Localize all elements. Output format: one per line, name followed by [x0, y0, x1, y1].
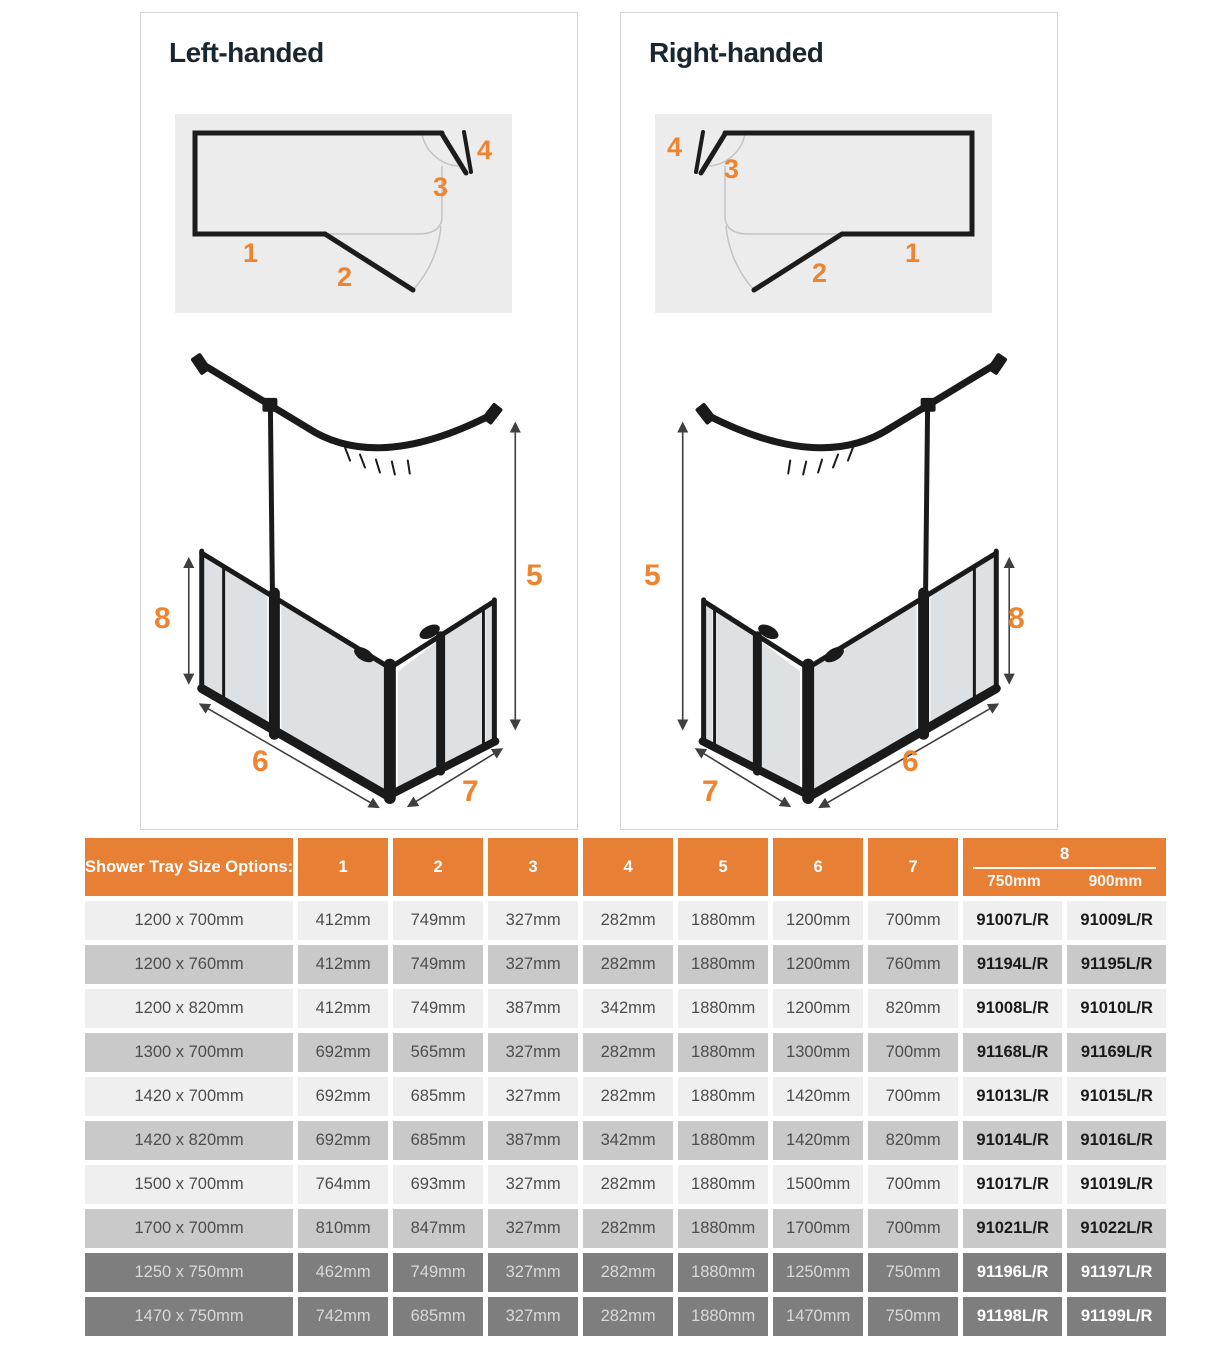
dimension-cell-6: 1420mm	[773, 1121, 863, 1160]
dimension-cell-7: 750mm	[868, 1297, 958, 1336]
dimension-cell-2: 565mm	[393, 1033, 483, 1072]
dimension-cell-7: 700mm	[868, 1209, 958, 1248]
header-col-3: 3	[488, 838, 578, 896]
dimension-cell-3: 327mm	[488, 901, 578, 940]
dimension-cell-2: 749mm	[393, 989, 483, 1028]
row-size-cell: 1470 x 750mm	[85, 1297, 293, 1336]
dimension-cell-6: 1200mm	[773, 945, 863, 984]
dimension-cell-7: 700mm	[868, 1077, 958, 1116]
product-code-900-cell: 91009L/R	[1067, 901, 1166, 940]
dimension-cell-5: 1880mm	[678, 1253, 768, 1292]
row-size-cell: 1700 x 700mm	[85, 1209, 293, 1248]
plan-label-panel-4: 4	[477, 135, 493, 165]
row-size-cell: 1200 x 700mm	[85, 901, 293, 940]
dimension-cell-4: 282mm	[583, 1297, 673, 1336]
dimension-cell-7: 760mm	[868, 945, 958, 984]
dimension-cell-3: 387mm	[488, 1121, 578, 1160]
dimension-cell-4: 282mm	[583, 901, 673, 940]
dimension-cell-2: 685mm	[393, 1077, 483, 1116]
dimension-cell-1: 764mm	[298, 1165, 388, 1204]
product-code-750-cell: 91013L/R	[963, 1077, 1062, 1116]
table-row	[85, 1077, 1166, 1116]
header-col-6: 6	[773, 838, 863, 896]
dimension-cell-7: 700mm	[868, 1033, 958, 1072]
table-header-row	[85, 838, 1166, 896]
header-col-8-750: 750mm	[987, 872, 1041, 890]
row-size-cell: 1200 x 760mm	[85, 945, 293, 984]
dimension-cell-5: 1880mm	[678, 1121, 768, 1160]
dimension-cell-6: 1200mm	[773, 901, 863, 940]
dimension-cell-2: 685mm	[393, 1121, 483, 1160]
plan-label-panel-4: 4	[667, 132, 683, 162]
dimension-cell-2: 693mm	[393, 1165, 483, 1204]
iso-diagram-left	[140, 331, 578, 831]
product-code-750-cell: 91194L/R	[963, 945, 1062, 984]
plan-label-panel-3: 3	[433, 172, 449, 202]
product-code-900-cell: 91016L/R	[1067, 1121, 1166, 1160]
row-size-cell: 1250 x 750mm	[85, 1253, 293, 1292]
dimension-cell-6: 1470mm	[773, 1297, 863, 1336]
table-row	[85, 1165, 1166, 1204]
iso-label-dim-8: 8	[154, 602, 171, 635]
dimension-cell-1: 742mm	[298, 1297, 388, 1336]
spec-table	[80, 833, 1171, 1341]
dimension-cell-4: 282mm	[583, 1165, 673, 1204]
iso-label-dim-8: 8	[1008, 602, 1025, 635]
card-title-left: Left-handed	[169, 37, 324, 68]
dimension-cell-1: 412mm	[298, 901, 388, 940]
table-row	[85, 901, 1166, 940]
product-code-750-cell: 91014L/R	[963, 1121, 1062, 1160]
dimension-cell-6: 1420mm	[773, 1077, 863, 1116]
plan-label-panel-1: 1	[243, 238, 259, 268]
row-size-cell: 1200 x 820mm	[85, 989, 293, 1028]
header-col-1: 1	[298, 838, 388, 896]
dimension-cell-4: 282mm	[583, 1077, 673, 1116]
dimension-cell-1: 692mm	[298, 1033, 388, 1072]
dimension-cell-3: 387mm	[488, 989, 578, 1028]
table-row	[85, 989, 1166, 1028]
dimension-cell-4: 282mm	[583, 1253, 673, 1292]
row-size-cell: 1420 x 820mm	[85, 1121, 293, 1160]
product-code-750-cell: 91198L/R	[963, 1297, 1062, 1336]
dimension-cell-3: 327mm	[488, 1165, 578, 1204]
dimension-cell-1: 462mm	[298, 1253, 388, 1292]
dimension-cell-6: 1700mm	[773, 1209, 863, 1248]
plan-diagram-right	[655, 114, 992, 313]
dimension-cell-5: 1880mm	[678, 989, 768, 1028]
dimension-cell-2: 685mm	[393, 1297, 483, 1336]
dimension-cell-6: 1250mm	[773, 1253, 863, 1292]
row-size-cell: 1500 x 700mm	[85, 1165, 293, 1204]
dimension-cell-5: 1880mm	[678, 901, 768, 940]
product-code-900-cell: 91195L/R	[1067, 945, 1166, 984]
dimension-cell-2: 749mm	[393, 901, 483, 940]
iso-label-dim-7: 7	[462, 775, 479, 808]
row-size-cell: 1420 x 700mm	[85, 1077, 293, 1116]
dimension-cell-5: 1880mm	[678, 1209, 768, 1248]
product-code-900-cell: 91010L/R	[1067, 989, 1166, 1028]
header-col-5: 5	[678, 838, 768, 896]
product-code-900-cell: 91169L/R	[1067, 1033, 1166, 1072]
table-row	[85, 1121, 1166, 1160]
dimension-cell-4: 342mm	[583, 989, 673, 1028]
dimension-cell-6: 1200mm	[773, 989, 863, 1028]
plan-label-panel-2: 2	[812, 258, 828, 288]
isometric-drawing	[620, 331, 1058, 831]
iso-label-dim-6: 6	[902, 745, 919, 778]
dimension-cell-4: 282mm	[583, 1209, 673, 1248]
table-row	[85, 1033, 1166, 1072]
table-row	[85, 1209, 1166, 1248]
dimension-cell-3: 327mm	[488, 1209, 578, 1248]
product-code-900-cell: 91022L/R	[1067, 1209, 1166, 1248]
dimension-cell-6: 1500mm	[773, 1165, 863, 1204]
dimension-cell-3: 327mm	[488, 1253, 578, 1292]
product-code-900-cell: 91019L/R	[1067, 1165, 1166, 1204]
dimension-cell-7: 700mm	[868, 1165, 958, 1204]
dimension-cell-6: 1300mm	[773, 1033, 863, 1072]
dimension-cell-7: 750mm	[868, 1253, 958, 1292]
product-code-900-cell: 91199L/R	[1067, 1297, 1166, 1336]
dimension-cell-2: 749mm	[393, 945, 483, 984]
header-col-7: 7	[868, 838, 958, 896]
left-handed-card	[140, 12, 578, 830]
header-divider	[973, 867, 1156, 869]
iso-label-dim-5: 5	[526, 559, 543, 592]
plan-label-panel-3: 3	[724, 154, 740, 184]
dimension-cell-4: 342mm	[583, 1121, 673, 1160]
product-code-750-cell: 91168L/R	[963, 1033, 1062, 1072]
card-title-right: Right-handed	[649, 37, 824, 68]
dimension-cell-5: 1880mm	[678, 945, 768, 984]
product-code-750-cell: 91021L/R	[963, 1209, 1062, 1248]
plan-diagram-left	[175, 114, 512, 313]
header-size-options: Shower Tray Size Options:	[85, 838, 293, 896]
product-code-750-cell: 91008L/R	[963, 989, 1062, 1028]
plan-label-panel-2: 2	[337, 262, 353, 292]
header-col-8-900: 900mm	[1088, 872, 1143, 890]
dimension-cell-7: 700mm	[868, 901, 958, 940]
header-col-8	[963, 838, 1166, 896]
header-col-4: 4	[583, 838, 673, 896]
table-row	[85, 1297, 1166, 1336]
dimension-cell-1: 412mm	[298, 989, 388, 1028]
iso-label-dim-7: 7	[702, 775, 719, 808]
product-code-900-cell: 91015L/R	[1067, 1077, 1166, 1116]
dimension-cell-1: 810mm	[298, 1209, 388, 1248]
dimension-cell-5: 1880mm	[678, 1297, 768, 1336]
dimension-cell-5: 1880mm	[678, 1033, 768, 1072]
dimension-cell-3: 327mm	[488, 1033, 578, 1072]
product-code-750-cell: 91017L/R	[963, 1165, 1062, 1204]
product-code-900-cell: 91197L/R	[1067, 1253, 1166, 1292]
product-code-750-cell: 91007L/R	[963, 901, 1062, 940]
dimension-cell-1: 692mm	[298, 1121, 388, 1160]
spec-table-body	[85, 901, 1166, 1336]
dimension-cell-4: 282mm	[583, 945, 673, 984]
dimension-cell-1: 692mm	[298, 1077, 388, 1116]
dimension-cell-7: 820mm	[868, 989, 958, 1028]
iso-diagram-right	[620, 331, 1058, 831]
dimension-cell-4: 282mm	[583, 1033, 673, 1072]
dimension-cell-1: 412mm	[298, 945, 388, 984]
product-code-750-cell: 91196L/R	[963, 1253, 1062, 1292]
iso-label-dim-6: 6	[252, 745, 269, 778]
table-row	[85, 1253, 1166, 1292]
dimension-cell-2: 847mm	[393, 1209, 483, 1248]
header-col-8-number: 8	[1059, 843, 1070, 863]
dimension-cell-3: 327mm	[488, 1077, 578, 1116]
dimension-cell-3: 327mm	[488, 1297, 578, 1336]
dimension-cell-5: 1880mm	[678, 1165, 768, 1204]
right-handed-card	[620, 12, 1058, 830]
row-size-cell: 1300 x 700mm	[85, 1033, 293, 1072]
dimension-cell-2: 749mm	[393, 1253, 483, 1292]
plan-label-panel-1: 1	[905, 238, 921, 268]
table-row	[85, 945, 1166, 984]
iso-label-dim-5: 5	[644, 559, 661, 592]
dimension-cell-7: 820mm	[868, 1121, 958, 1160]
dimension-cell-5: 1880mm	[678, 1077, 768, 1116]
header-col-2: 2	[393, 838, 483, 896]
dimension-cell-3: 327mm	[488, 945, 578, 984]
isometric-drawing	[140, 331, 578, 831]
